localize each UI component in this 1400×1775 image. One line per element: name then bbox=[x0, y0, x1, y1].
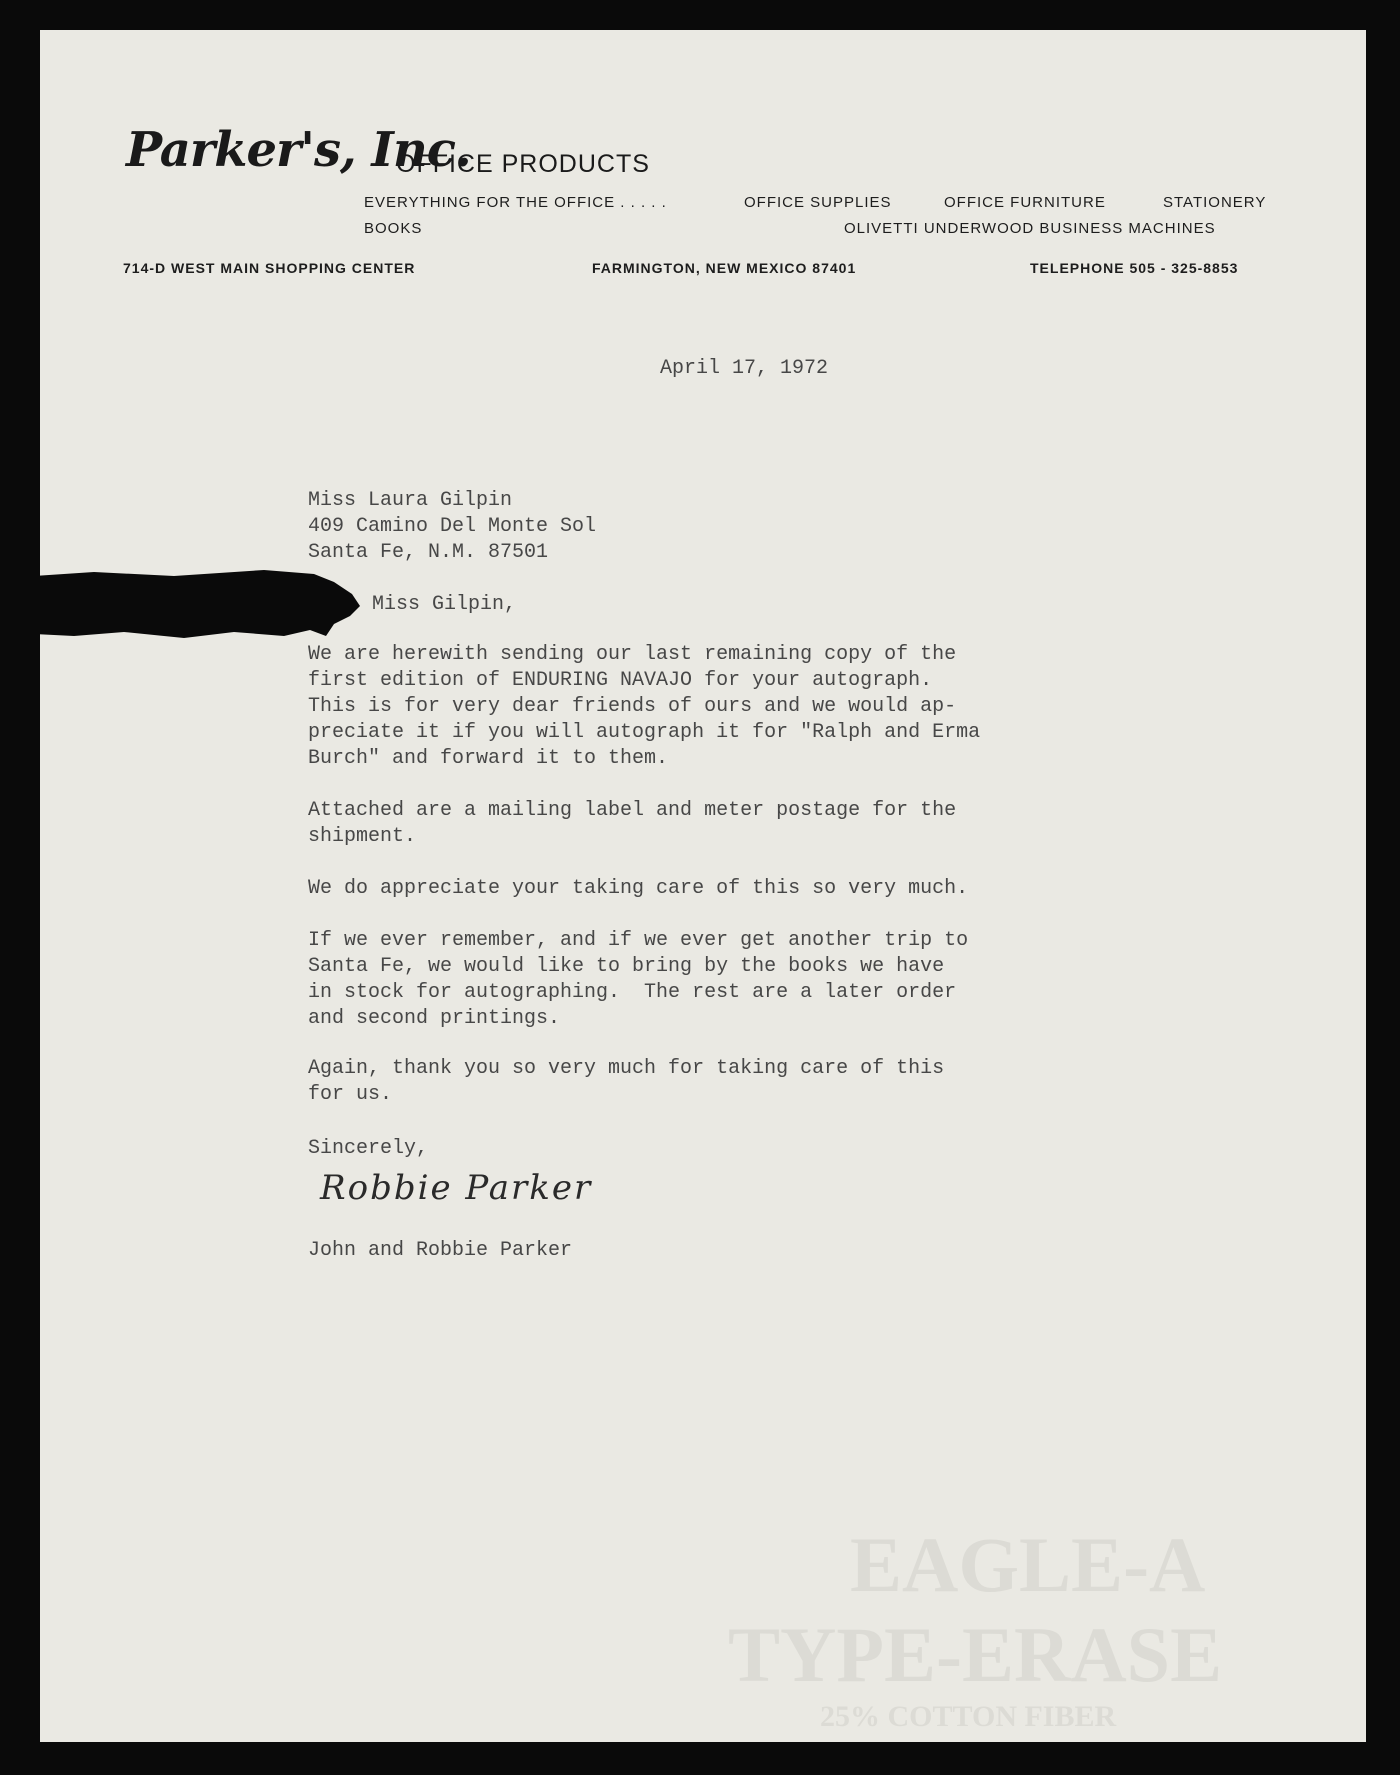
recipient-name: Miss Laura Gilpin bbox=[308, 489, 513, 512]
header-office-supplies: OFFICE SUPPLIES bbox=[744, 194, 892, 211]
header-telephone: TELEPHONE 505 - 325-8853 bbox=[1030, 260, 1239, 276]
body-paragraph-4: If we ever remember, and if we ever get another trip to Santa Fe, we would like to bring by the books we have in stock for autographing. The rest are a later order and second printings. bbox=[308, 929, 969, 1030]
body-paragraph-3: We do appreciate your taking care of this so very much. bbox=[308, 877, 969, 900]
header-business-machines: OLIVETTI UNDERWOOD BUSINESS MACHINES bbox=[844, 220, 1216, 237]
recipient-city: Santa Fe, N.M. 87501 bbox=[308, 541, 549, 564]
watermark-fiber: 25% COTTON FIBER bbox=[820, 1700, 1117, 1733]
header-everything: EVERYTHING FOR THE OFFICE . . . . . bbox=[364, 194, 667, 211]
header-address: 714-D WEST MAIN SHOPPING CENTER bbox=[123, 260, 416, 276]
header-stationery: STATIONERY bbox=[1163, 194, 1267, 211]
body-paragraph-5: Again, thank you so very much for taking care of this for us. bbox=[308, 1057, 945, 1106]
body-paragraph-2: Attached are a mailing label and meter postage for the shipment. bbox=[308, 799, 957, 848]
company-products-heading: OFFICE PRODUCTS bbox=[396, 150, 650, 178]
header-office-furniture: OFFICE FURNITURE bbox=[944, 194, 1106, 211]
watermark-brand: EAGLE-A bbox=[850, 1521, 1206, 1608]
header-city: FARMINGTON, NEW MEXICO 87401 bbox=[592, 260, 857, 276]
torn-hole bbox=[34, 566, 364, 646]
signatory-name: John and Robbie Parker bbox=[308, 1239, 573, 1262]
body-paragraph-1: We are herewith sending our last remaining copy of the first edition of ENDURING NAVAJO for your autograph. This is for very dear friends of ours and we would ap- preciate it if you will autograph it for "Ralph and Erma Burch" and forward it to them. bbox=[308, 643, 981, 770]
header-books: BOOKS bbox=[364, 220, 423, 237]
recipient-street: 409 Camino Del Monte Sol bbox=[308, 515, 597, 538]
letter-date: April 17, 1972 bbox=[660, 357, 829, 380]
company-logo: Parker's, Inc. bbox=[126, 122, 471, 178]
salutation: Miss Gilpin, bbox=[372, 593, 517, 616]
handwritten-signature: Robbie Parker bbox=[320, 1168, 593, 1208]
closing: Sincerely, bbox=[308, 1137, 429, 1160]
watermark-product: TYPE-ERASE bbox=[728, 1611, 1223, 1698]
